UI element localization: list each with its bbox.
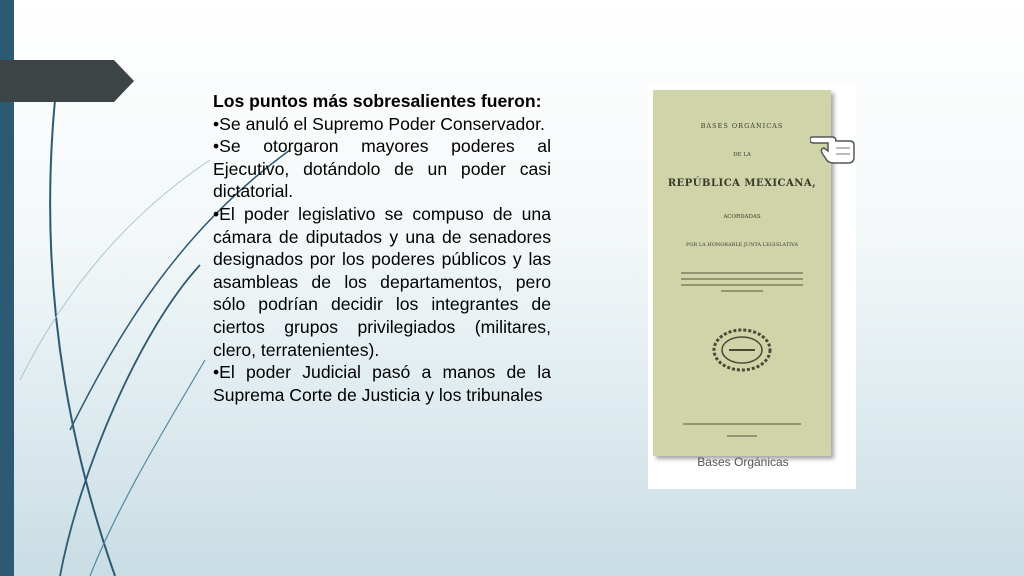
bullet-item: •El poder legislativo se compuso de una cámara de diputados y una de senadores designados por los poderes públicos y las asambleas de los departamentos, pero sólo podrían decidir los integrantes de ciertos grupos privilegiados (militares, clero, terratenientes). xyxy=(213,203,551,360)
doc-line-4: ACORDADAS xyxy=(723,214,761,220)
main-text xyxy=(213,90,551,406)
doc-imprint-lines xyxy=(683,420,801,442)
bullet-item: •Se anuló el Supremo Poder Conservador. xyxy=(213,113,545,134)
document-caption: Bases Orgánicas xyxy=(697,455,789,469)
title-arrow-tab xyxy=(0,60,134,102)
doc-line-5: POR LA HONORABLE JUNTA LEGISLATIVA xyxy=(686,242,798,248)
doc-title-large: REPÚBLICA MEXICANA, xyxy=(667,178,817,189)
document-image-frame xyxy=(648,85,856,489)
bullet-item: •El poder Judicial pasó a manos de la Suprema Corte de Justicia y los tribunales xyxy=(213,362,551,405)
content-heading: Los puntos más sobresalientes fueron: xyxy=(213,91,542,111)
doc-title-small: BASES ORGÁNICAS xyxy=(700,122,784,130)
hand-pointer-icon xyxy=(810,123,856,165)
doc-small-print-lines xyxy=(681,270,803,296)
doc-line-2: DE LA xyxy=(733,152,751,158)
document-page xyxy=(653,90,831,456)
wreath-emblem-icon xyxy=(711,326,773,374)
bullet-item: •Se otorgaron mayores poderes al Ejecutivo, dotándolo de un poder casi dictatorial. xyxy=(213,136,551,202)
